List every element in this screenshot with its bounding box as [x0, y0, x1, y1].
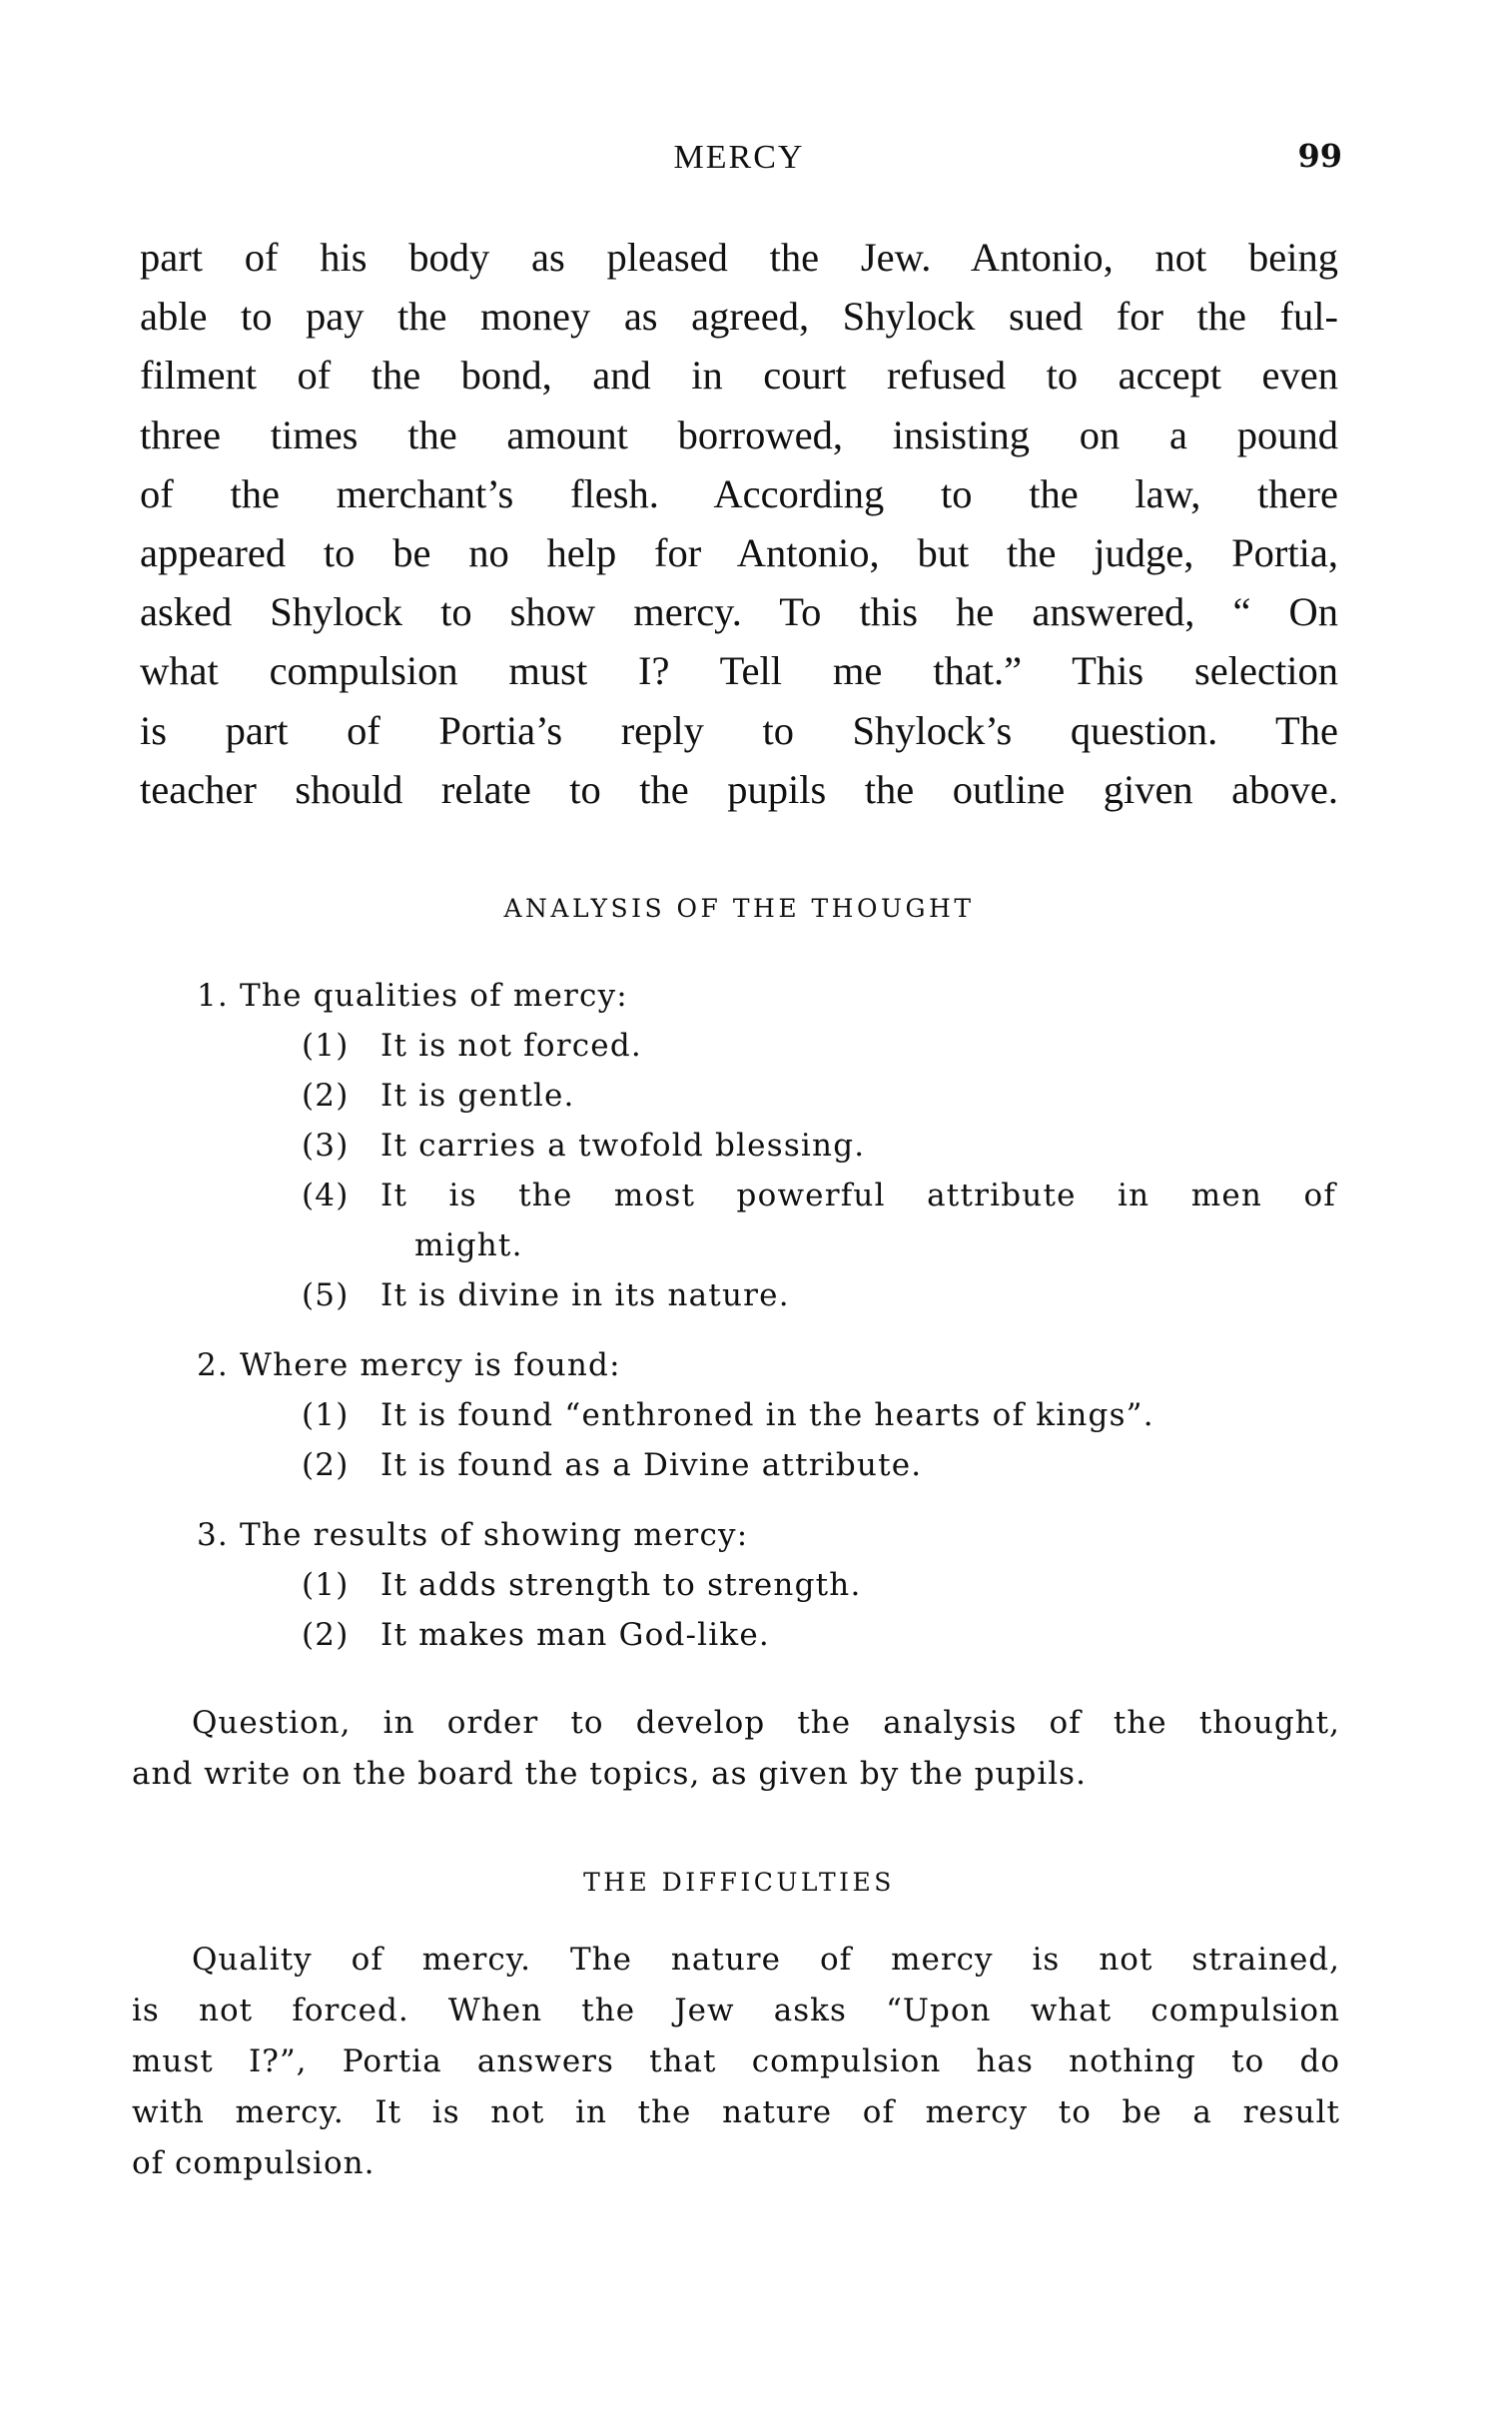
paragraph-line: able to pay the money as agreed, Shylock sued for the ful- [140, 294, 1338, 340]
paragraph-line: Quality of mercy. The nature of mercy is not strained, [192, 1942, 1340, 1978]
paragraph-line: is part of Portia’s reply to Shylock’s question. The [140, 707, 1338, 753]
running-head [140, 128, 1342, 188]
intro-paragraph [140, 228, 1338, 819]
outline-item [140, 1021, 1338, 1071]
outline-item [140, 1560, 1338, 1610]
item-text: It carries a twofold blessing. [380, 1128, 866, 1164]
topic-label: 2. Where mercy is found: [197, 1347, 621, 1383]
item-number: (1) [302, 1028, 350, 1064]
paragraph-line: part of his body as pleased the Jew. Antonio, not being [140, 235, 1338, 280]
item-number: (1) [302, 1567, 350, 1603]
outline-topic-3 [140, 1510, 1338, 1660]
paragraph-line: with mercy. It is not in the nature of mercy to be a result [132, 2094, 1340, 2130]
item-text [380, 1171, 1338, 1270]
item-number: (2) [302, 1617, 350, 1653]
item-number: (5) [302, 1277, 350, 1313]
item-number: (2) [302, 1447, 350, 1483]
paragraph-line: must I?”, Portia answers that compulsion has nothing to do [132, 2043, 1340, 2079]
item-text: It is divine in its nature. [380, 1277, 790, 1313]
analysis-outline [140, 971, 1338, 1660]
running-title: MERCY [673, 139, 805, 176]
spacer [140, 1490, 1338, 1510]
paragraph-line: asked Shylock to show mercy. To this he answered, “ On [140, 589, 1338, 635]
outline-topic-2 [140, 1340, 1338, 1490]
outline-item [140, 1071, 1338, 1121]
item-text-line: might. [414, 1227, 523, 1263]
topic-label: 1. The qualities of mercy: [197, 978, 628, 1014]
outline-item [140, 1171, 1338, 1270]
page-number: 99 [1297, 137, 1342, 175]
item-number: (2) [302, 1078, 350, 1114]
paragraph-line: of compulsion. [132, 2145, 376, 2181]
paragraph-line: is not forced. When the Jew asks “Upon what compulsion [132, 1993, 1340, 2028]
paragraph-line: what compulsion must I? Tell me that.” This selection [140, 648, 1338, 694]
paragraph-line: teacher should relate to the pupils the outline given above. [140, 766, 1338, 812]
difficulties-paragraph [132, 1935, 1340, 2189]
item-number: (3) [302, 1128, 350, 1164]
outline-item [140, 1270, 1338, 1320]
outline-item [140, 1390, 1338, 1440]
instruction-paragraph [132, 1698, 1340, 1800]
paragraph-line: appeared to be no help for Antonio, but the judge, Portia, [140, 529, 1338, 575]
item-text: It is found “enthroned in the hearts of kings”. [380, 1397, 1154, 1433]
outline-topic-1 [140, 971, 1338, 1320]
outline-item [140, 1440, 1338, 1490]
item-text: It adds strength to strength. [380, 1567, 862, 1603]
item-number: (1) [302, 1397, 350, 1433]
item-text: It is found as a Divine attribute. [380, 1447, 923, 1483]
spacer [140, 1320, 1338, 1340]
paragraph-line: filment of the bond, and in court refused to accept even [140, 353, 1338, 399]
paragraph-line: Question, in order to develop the analysis of the thought, [192, 1705, 1340, 1741]
item-text: It is gentle. [380, 1078, 575, 1114]
outline-item [140, 1610, 1338, 1660]
item-number: (4) [302, 1178, 350, 1213]
paragraph-line: of the merchant’s flesh. According to the law, there [140, 470, 1338, 516]
item-text-line: It is the most powerful attribute in men of [380, 1178, 1336, 1213]
item-text: It makes man God-like. [380, 1617, 770, 1653]
paragraph-line: and write on the board the topics, as given by the pupils. [132, 1756, 1087, 1792]
section-heading-analysis: ANALYSIS OF THE THOUGHT [503, 894, 975, 923]
paragraph-line: three times the amount borrowed, insisting on a pound [140, 411, 1338, 457]
section-heading-difficulties: THE DIFFICULTIES [583, 1868, 895, 1897]
outline-item [140, 1121, 1338, 1171]
item-text: It is not forced. [380, 1028, 642, 1064]
topic-label: 3. The results of showing mercy: [197, 1517, 749, 1553]
